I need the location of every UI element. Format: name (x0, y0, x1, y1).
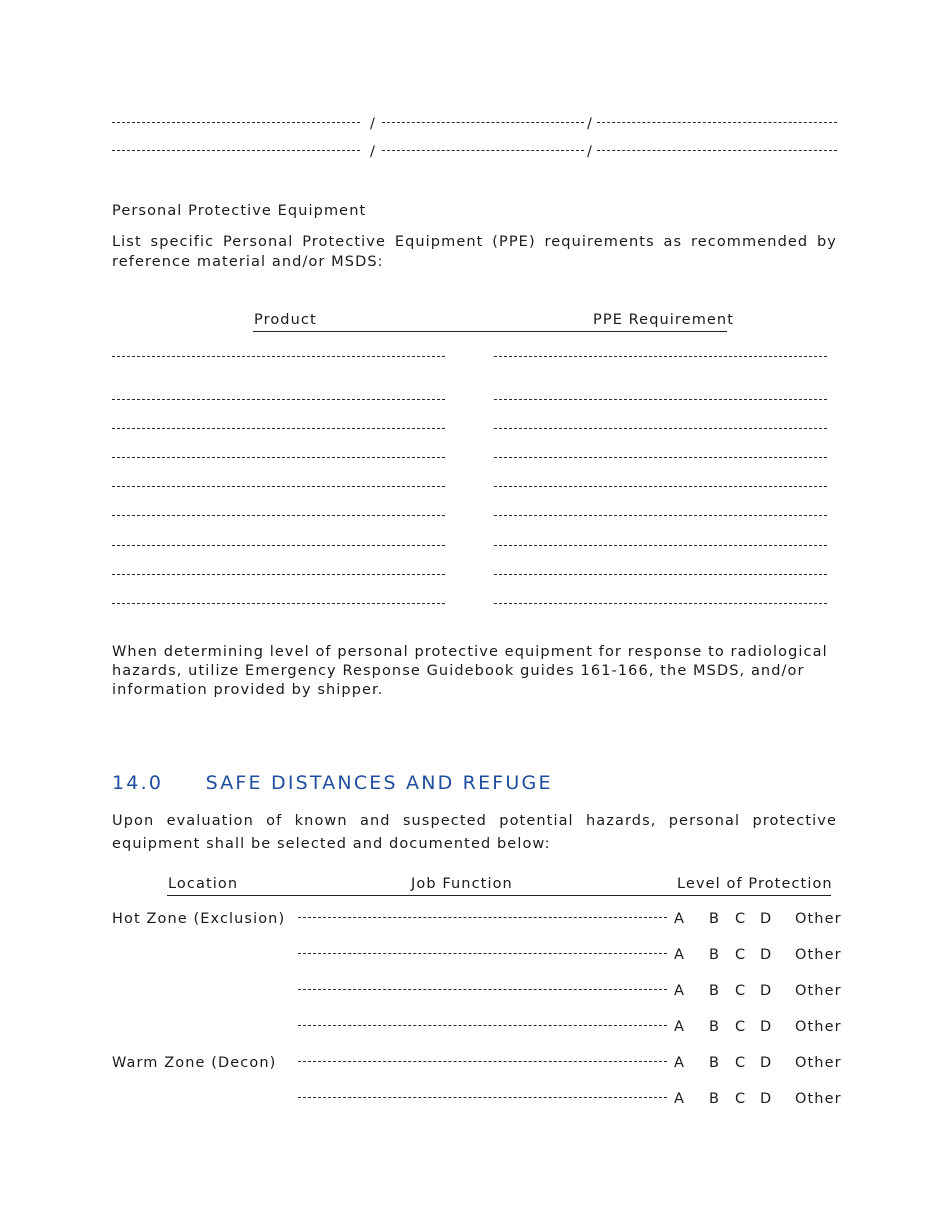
level-option-a[interactable]: A (674, 911, 686, 927)
column-header-location: Location (168, 876, 239, 892)
level-option-other[interactable]: Other (795, 983, 842, 999)
product-blank[interactable] (112, 356, 445, 357)
blank-line[interactable] (112, 150, 360, 151)
ppe-heading: Personal Protective Equipment (112, 203, 367, 219)
ppe-requirement-blank[interactable] (494, 399, 827, 400)
ppe-requirement-blank[interactable] (494, 603, 827, 604)
job-function-blank[interactable] (298, 953, 667, 954)
section-heading (112, 772, 553, 794)
ppe-requirement-blank[interactable] (494, 515, 827, 516)
product-blank[interactable] (112, 545, 445, 546)
level-option-other[interactable]: Other (795, 947, 842, 963)
level-option-b[interactable]: B (709, 1091, 721, 1107)
product-blank[interactable] (112, 603, 445, 604)
product-blank[interactable] (112, 399, 445, 400)
ppe-requirement-blank[interactable] (494, 428, 827, 429)
product-blank[interactable] (112, 457, 445, 458)
ppe-requirement-blank[interactable] (494, 486, 827, 487)
level-option-a[interactable]: A (674, 1091, 686, 1107)
product-blank[interactable] (112, 574, 445, 575)
level-option-other[interactable]: Other (795, 1019, 842, 1035)
level-option-d[interactable]: D (760, 983, 773, 999)
ppe-instruction: List specific Personal Protective Equipment (PPE) requirements as recommended by reference material and/or MSDS: (112, 234, 837, 270)
product-blank[interactable] (112, 486, 445, 487)
level-option-d[interactable]: D (760, 911, 773, 927)
level-option-b[interactable]: B (709, 911, 721, 927)
section-intro: Upon evaluation of known and suspected potential hazards, personal protective equipment shall be selected and documented below: (112, 813, 837, 852)
ppe-requirement-blank[interactable] (494, 457, 827, 458)
ppe-radiological-note: When determining level of personal protective equipment for response to radiological hazards, utilize Emergency Response Guidebook guides 161-166, the MSDS, and/or information provided by shipper. (112, 644, 828, 698)
column-header-job-function: Job Function (411, 876, 513, 892)
blank-line[interactable] (597, 122, 837, 123)
job-function-blank[interactable] (298, 1097, 667, 1098)
product-blank[interactable] (112, 515, 445, 516)
level-option-other[interactable]: Other (795, 911, 842, 927)
blank-line[interactable] (112, 122, 360, 123)
ppe-requirement-blank[interactable] (494, 574, 827, 575)
level-option-b[interactable]: B (709, 983, 721, 999)
level-option-d[interactable]: D (760, 1055, 773, 1071)
slash-separator: / (587, 144, 593, 160)
level-option-d[interactable]: D (760, 1019, 773, 1035)
level-option-a[interactable]: A (674, 1019, 686, 1035)
level-option-other[interactable]: Other (795, 1091, 842, 1107)
protection-table-header (167, 876, 831, 896)
job-function-blank[interactable] (298, 989, 667, 990)
ppe-table-header (253, 312, 735, 332)
level-option-c[interactable]: C (735, 911, 747, 927)
job-function-blank[interactable] (298, 917, 667, 918)
slash-separator: / (370, 144, 376, 160)
ppe-requirement-blank[interactable] (494, 545, 827, 546)
section-number: 14.0 (112, 772, 164, 794)
location-label: Hot Zone (Exclusion) (112, 911, 286, 927)
level-option-a[interactable]: A (674, 983, 686, 999)
level-option-a[interactable]: A (674, 1055, 686, 1071)
slash-separator: / (370, 116, 376, 132)
job-function-blank[interactable] (298, 1025, 667, 1026)
column-header-product: Product (254, 312, 317, 328)
level-option-c[interactable]: C (735, 983, 747, 999)
level-option-c[interactable]: C (735, 947, 747, 963)
level-option-c[interactable]: C (735, 1091, 747, 1107)
blank-line[interactable] (382, 150, 584, 151)
level-option-b[interactable]: B (709, 947, 721, 963)
level-option-b[interactable]: B (709, 1055, 721, 1071)
ppe-requirement-blank[interactable] (494, 356, 827, 357)
product-blank[interactable] (112, 428, 445, 429)
level-option-c[interactable]: C (735, 1019, 747, 1035)
job-function-blank[interactable] (298, 1061, 667, 1062)
slash-separator: / (587, 116, 593, 132)
location-label: Warm Zone (Decon) (112, 1055, 277, 1071)
column-header-ppe-requirement: PPE Requirement (593, 312, 735, 328)
level-option-d[interactable]: D (760, 947, 773, 963)
level-option-a[interactable]: A (674, 947, 686, 963)
level-option-b[interactable]: B (709, 1019, 721, 1035)
level-option-c[interactable]: C (735, 1055, 747, 1071)
blank-line[interactable] (382, 122, 584, 123)
column-header-level: Level of Protection (677, 876, 833, 892)
section-title: SAFE DISTANCES AND REFUGE (205, 772, 553, 794)
level-option-d[interactable]: D (760, 1091, 773, 1107)
blank-line[interactable] (597, 150, 837, 151)
level-option-other[interactable]: Other (795, 1055, 842, 1071)
